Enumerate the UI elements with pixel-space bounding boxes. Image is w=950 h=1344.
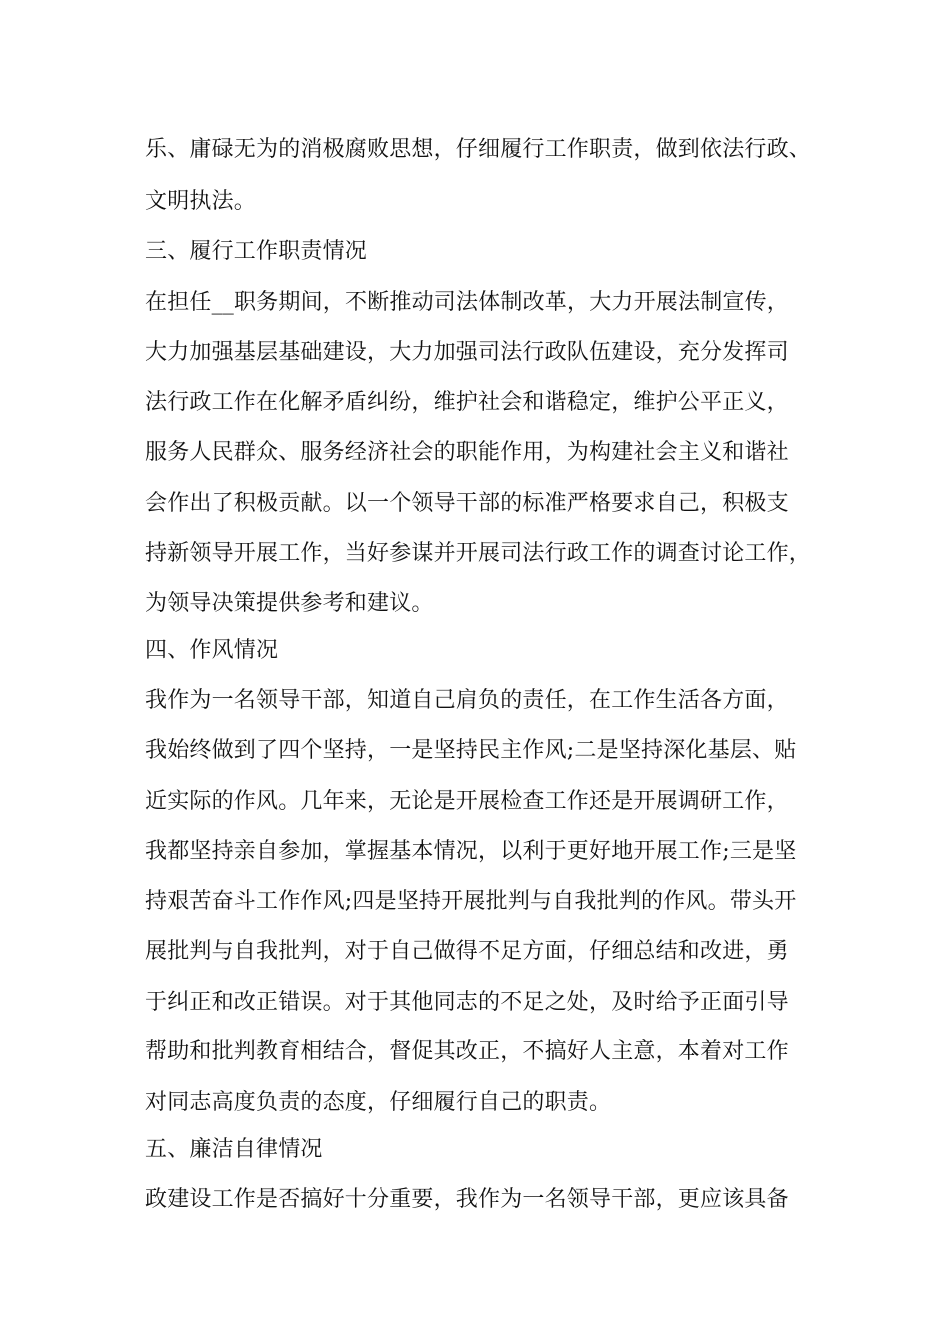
section-heading: 四、作风情况 — [145, 638, 279, 663]
text-line: 持艰苦奋斗工作作风;四是坚持开展批判与自我批判的作风。带头开 — [145, 889, 797, 914]
text-line: 大力加强基层基础建设，大力加强司法行政队伍建设，充分发挥司 — [145, 340, 789, 365]
text-line: 在担任__职务期间，不断推动司法体制改革，大力开展法制宣传， — [145, 290, 790, 315]
text-line: 我作为一名领导干部，知道自己肩负的责任，在工作生活各方面， — [145, 688, 789, 713]
text-line: 对同志高度负责的态度，仔细履行自己的职责。 — [145, 1090, 612, 1115]
text-line: 服务人民群众、服务经济社会的职能作用，为构建社会主义和谐社 — [145, 440, 789, 465]
text-line: 我始终做到了四个坚持，一是坚持民主作风;二是坚持深化基层、贴 — [145, 738, 797, 763]
text-line: 政建设工作是否搞好十分重要，我作为一名领导干部，更应该具备 — [145, 1187, 789, 1212]
section-heading: 五、廉洁自律情况 — [145, 1137, 323, 1162]
text-line: 持新领导开展工作，当好参谋并开展司法行政工作的调查讨论工作， — [145, 541, 812, 566]
text-line: 展批判与自我批判，对于自己做得不足方面，仔细总结和改进，勇 — [145, 939, 789, 964]
text-line: 会作出了积极贡献。以一个领导干部的标准严格要求自己，积极支 — [145, 491, 789, 516]
section-heading: 三、履行工作职责情况 — [145, 239, 368, 264]
text-line: 帮助和批判教育相结合，督促其改正，不搞好人主意，本着对工作 — [145, 1039, 789, 1064]
text-line: 于纠正和改正错误。对于其他同志的不足之处，及时给予正面引导 — [145, 990, 789, 1015]
text-line: 乐、庸碌无为的消极腐败思想，仔细履行工作职责，做到依法行政、 — [145, 137, 812, 162]
text-line: 近实际的作风。几年来，无论是开展检查工作还是开展调研工作， — [145, 789, 789, 814]
text-line: 文明执法。 — [145, 189, 257, 214]
text-line: 法行政工作在化解矛盾纠纷，维护社会和谐稳定，维护公平正义， — [145, 390, 789, 415]
text-line: 为领导决策提供参考和建议。 — [145, 591, 434, 616]
text-line: 我都坚持亲自参加，掌握基本情况，以利于更好地开展工作;三是坚 — [145, 839, 797, 864]
